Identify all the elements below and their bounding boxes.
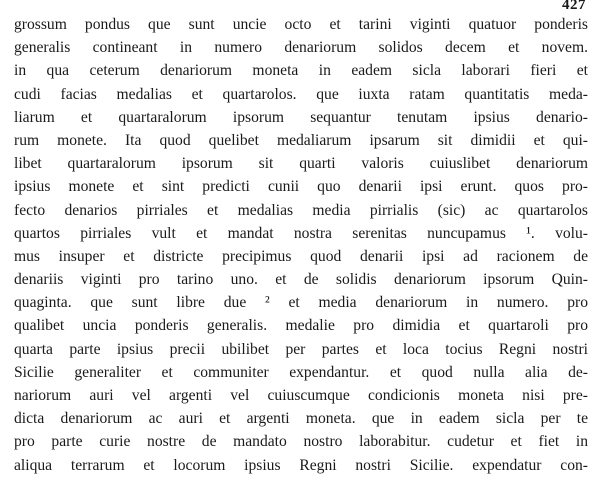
text-line: quartos pirriales vult et mandat nostra serenitas nuncupamus ¹. volu- xyxy=(14,224,588,242)
text-body xyxy=(14,13,588,477)
text-line: libet quartaralorum ipsorum sit quarti valoris cuiuslibet denariorum xyxy=(14,155,588,173)
text-line: dicta denariorum ac auri et argenti moneta. que in eadem sicla per te xyxy=(14,410,588,428)
text-line: generalis contineant in numero denariorum solidos decem et novem. xyxy=(14,39,588,57)
text-line: grossum pondus que sunt uncie octo et tarini viginti quatuor ponderis xyxy=(14,16,588,33)
text-line: nariorum auri vel argenti vel cuiuscumque condicionis moneta nisi pre- xyxy=(14,387,588,404)
text-line: Sicilie generaliter et communiter expendantur. et quod nulla alia de- xyxy=(14,363,588,381)
text-line: fecto denarios pirriales et medalias media pirrialis (sic) ac quartarolos xyxy=(14,201,588,219)
text-line: in qua ceterum denariorum moneta in eadem sicla laborari fieri et xyxy=(14,62,588,80)
text-line: rum monete. Ita quod quelibet medaliarum ipsarum sit dimidii et qui- xyxy=(14,131,588,149)
text-line: denariis viginti pro tarino uno. et de solidis denariorum ipsorum Quin- xyxy=(14,271,588,289)
text-line: mus insuper et districte precipimus quod denarii ipsi ad racionem de xyxy=(14,247,588,265)
text-line: qualibet uncia ponderis generalis. medalie pro dimidia et quartaroli pro xyxy=(14,317,588,335)
page-number: 427 xyxy=(562,0,586,13)
text-line: ipsius monete et sint predicti cunii quo denarii ipsi erunt. quos pro- xyxy=(14,178,588,196)
text-line: cudi facias medalias et quartarolos. que iuxta ratam quantitatis meda- xyxy=(14,85,588,103)
text-line: aliqua terrarum et locorum ipsius Regni nostri Sicilie. expendatur con- xyxy=(14,456,588,474)
text-line: quarta parte ipsius precii ubilibet per partes et loca tocius Regni nostri xyxy=(14,340,588,358)
text-line: liarum et quartaralorum ipsorum sequantur tenutam ipsius denario- xyxy=(14,108,588,126)
text-line: quaginta. que sunt libre due ² et media denariorum in numero. pro xyxy=(14,294,588,312)
text-line: pro parte curie nostre de mandato nostro laborabitur. cudetur et fiet in xyxy=(14,433,588,451)
